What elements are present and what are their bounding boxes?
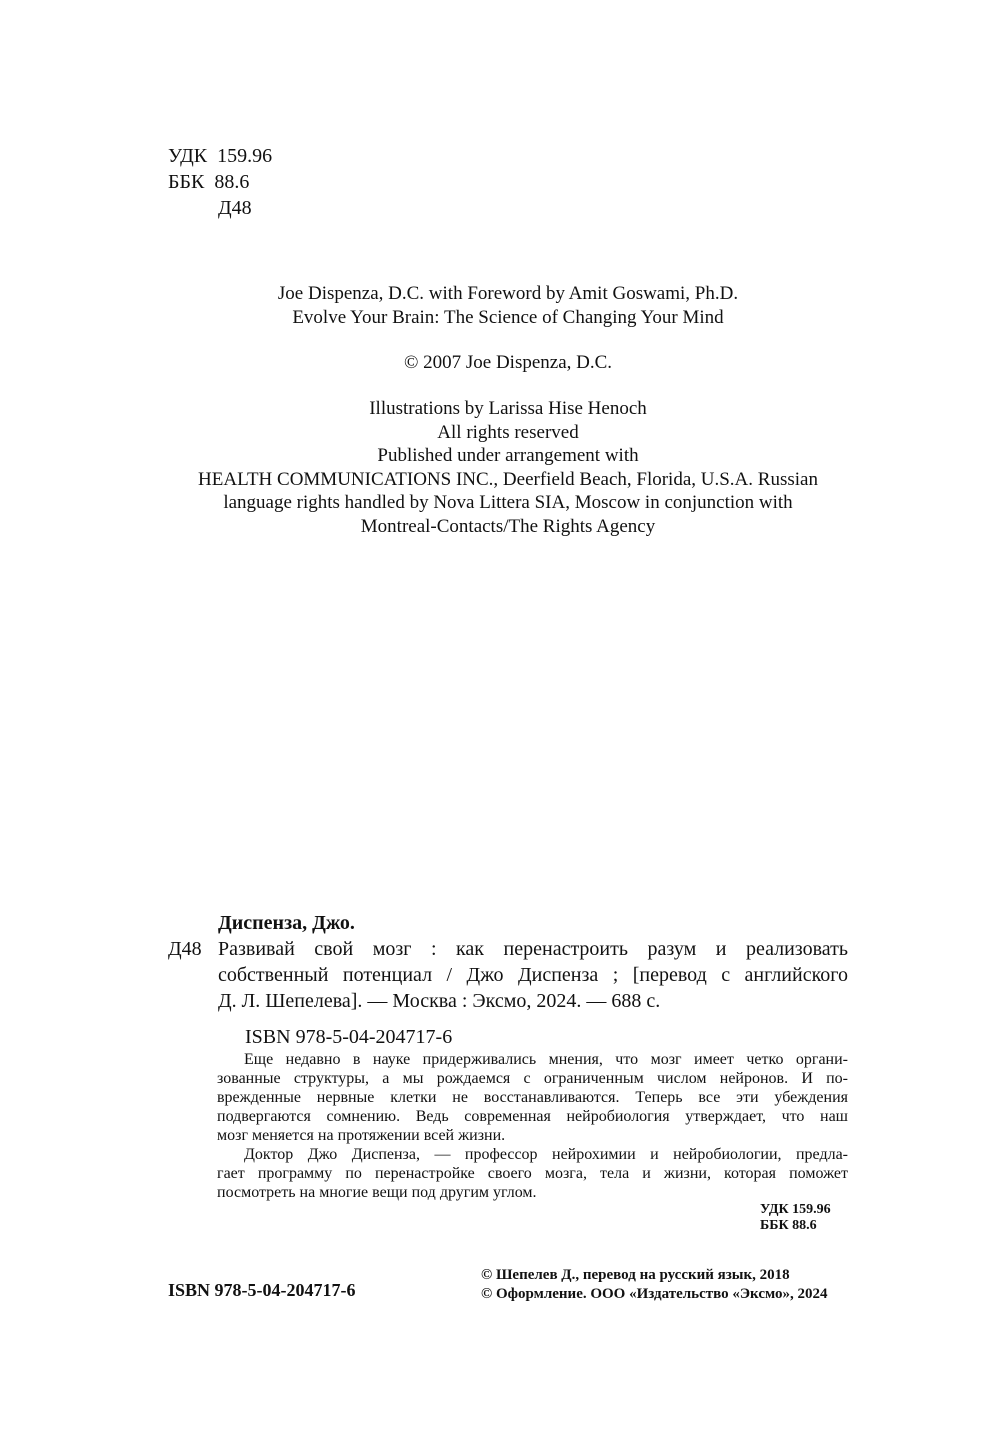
- record-isbn: ISBN 978-5-04-204717-6: [245, 1026, 453, 1048]
- footer-copyrights: [481, 1266, 828, 1304]
- author-mark: Д48: [218, 197, 252, 219]
- abstract-line: мозг меняется на протяжении всей жизни.: [217, 1127, 506, 1144]
- small-classification-codes: [760, 1202, 848, 1234]
- udk-value: 159.96: [217, 145, 273, 167]
- rights-line: Montreal-Contacts/The Rights Agency: [360, 515, 656, 537]
- record-entry: [168, 936, 848, 1014]
- abstract-line: посмотреть на многие вещи под другим углом.: [217, 1184, 537, 1201]
- record-line: Д. Л. Шепелева]. — Москва : Эксмо, 2024. — 688 с.: [218, 990, 661, 1012]
- record-line: собственный потенциал / Джо Диспенза ; [перевод с английского: [218, 964, 848, 986]
- bibliographic-record: [168, 910, 848, 1050]
- original-title-block: [130, 282, 886, 329]
- small-udk: УДК 159.96: [760, 1202, 831, 1217]
- classification-block: [168, 143, 272, 221]
- small-bbk: ББК 88.6: [760, 1218, 817, 1233]
- abstract-paragraph: [217, 1145, 848, 1202]
- original-title-line: Evolve Your Brain: The Science of Changing Your Mind: [292, 306, 724, 328]
- rights-line: All rights reserved: [437, 421, 579, 443]
- udk-label: УДК: [168, 145, 208, 167]
- original-copyright: [130, 351, 886, 375]
- bbk-value: 88.6: [214, 171, 250, 193]
- rights-line: HEALTH COMMUNICATIONS INC., Deerfield Beach, Florida, U.S.A. Russian: [198, 468, 818, 490]
- rights-line: Illustrations by Larissa Hise Henoch: [369, 398, 647, 419]
- rights-line: Published under arrangement with: [377, 445, 639, 466]
- original-author-line: Joe Dispenza, D.C. with Foreword by Amit Goswami, Ph.D.: [277, 283, 739, 304]
- abstract-line: подвергаются сомнению. Ведь современная нейробиология утверждает, что наш: [217, 1108, 848, 1125]
- original-copyright-text: © 2007 Joe Dispenza, D.C.: [403, 352, 613, 373]
- udk-row: [168, 143, 272, 169]
- abstract-paragraph: [217, 1050, 848, 1145]
- bbk-row: [168, 169, 272, 195]
- footer-isbn: ISBN 978-5-04-204717-6: [168, 1280, 356, 1300]
- abstract-line: Еще недавно в науке придерживались мнения, что мозг имеет четко органи-: [244, 1051, 848, 1068]
- record-author: Диспенза, Джо.: [218, 912, 355, 934]
- rights-line: language rights handled by Nova Littera SIA, Moscow in conjunction with: [223, 492, 793, 513]
- bbk-label: ББК: [168, 171, 205, 193]
- design-copyright: © Оформление. ООО «Издательство «Эксмо», 2024: [481, 1286, 828, 1302]
- abstract-line: зованные структуры, а мы рождаемся с ограниченным числом нейронов. И по-: [217, 1070, 848, 1087]
- record-line: Развивай свой мозг : как перенастроить разум и реализовать: [218, 938, 848, 960]
- record-code: Д48: [168, 938, 202, 960]
- abstract-line: врежденные нервные клетки не восстанавливаются. Теперь все эти убеждения: [217, 1089, 848, 1106]
- abstract: [217, 1050, 848, 1202]
- abstract-line: Доктор Джо Диспенза, — профессор нейрохимии и нейробиологии, предла-: [244, 1146, 848, 1163]
- abstract-line: гает программу по перенастройке своего мозга, тела и жизни, которая поможет: [217, 1165, 848, 1182]
- translation-copyright: © Шепелев Д., перевод на русский язык, 2018: [481, 1267, 790, 1283]
- rights-block: [130, 397, 886, 538]
